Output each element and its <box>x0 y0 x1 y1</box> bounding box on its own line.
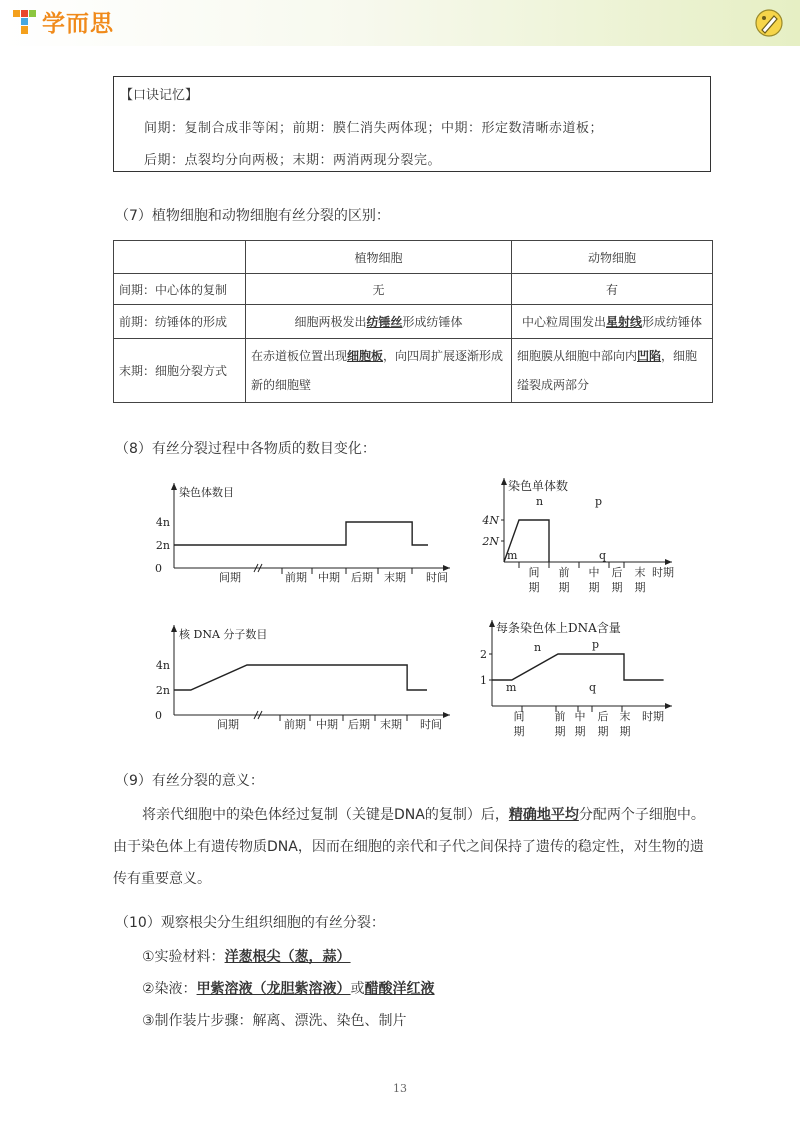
x-axis-label: 时期 <box>642 710 664 723</box>
page-header <box>0 0 800 46</box>
key-term: 细胞板 <box>347 348 384 363</box>
chart-chromosome-number <box>150 478 460 593</box>
key-term: 醋酸洋红液 <box>364 981 435 997</box>
point-label: n <box>536 495 544 508</box>
chart-title: 核 DNA 分子数目 <box>179 628 268 641</box>
x-category-label: 末期 <box>384 571 406 584</box>
y-axis-arrow <box>501 478 507 485</box>
cell-text: 形成纺锤体 <box>642 315 703 329</box>
series-line <box>174 665 427 690</box>
plant-cell <box>246 339 512 403</box>
animal-cell <box>512 339 713 403</box>
x-axis-arrow <box>665 559 672 565</box>
y-tick-label: 2n <box>155 684 170 697</box>
table-row <box>114 305 713 339</box>
cell-text: 细胞膜从细胞中部向内 <box>517 348 638 363</box>
cell-text: 在赤道板位置出现 <box>251 348 348 363</box>
table-header-cell <box>114 241 246 274</box>
animal-cell: 有 <box>512 274 713 305</box>
x-category-label: 前期 <box>285 571 307 584</box>
y-tick-label: 2N <box>482 535 499 548</box>
significance-paragraph-line-3: 传有重要意义。 <box>113 871 211 887</box>
y-tick-label: 4n <box>155 659 170 672</box>
point-label: m <box>507 549 518 562</box>
x-category-label: 间期 <box>219 571 241 584</box>
cell-text: 中心粒周围发出 <box>521 315 606 329</box>
x-category-label: 后期 <box>611 566 623 593</box>
x-category-label: 前期 <box>284 718 306 731</box>
point-label: m <box>506 681 517 694</box>
x-category-label: 后期 <box>351 571 373 584</box>
mnemonic-box <box>113 76 711 172</box>
y-axis-arrow <box>171 483 177 490</box>
y-tick-label: 4n <box>155 516 170 529</box>
page-number: 13 <box>393 1082 407 1095</box>
x-category-label: 间期 <box>217 718 239 731</box>
key-term: 纺锤丝 <box>366 315 403 329</box>
brand-name: 学而思 <box>42 11 114 37</box>
x-axis-arrow <box>443 712 450 718</box>
chart-title: 染色体数目 <box>179 486 234 499</box>
y-tick-label: 0 <box>155 709 162 722</box>
table-header-cell: 植物细胞 <box>246 241 512 274</box>
significance-paragraph-line-1 <box>142 804 705 824</box>
x-category-label: 后期 <box>597 710 609 738</box>
x-axis-arrow <box>665 703 672 709</box>
key-term: 凹陷 <box>637 348 662 363</box>
item-steps: ③制作装片步骤：解离、漂洗、染色、制片 <box>142 1013 407 1029</box>
y-tick-label: 1 <box>480 674 487 687</box>
row-label: 间期：中心体的复制 <box>114 274 246 305</box>
row-label: 末期：细胞分裂方式 <box>114 339 246 403</box>
x-category-label: 中期 <box>316 718 338 731</box>
cell-text: ，细胞缢裂成两部分 <box>517 348 698 392</box>
point-label: n <box>534 641 542 654</box>
item-label: ①实验材料： <box>142 949 225 965</box>
section-9-heading: （9）有丝分裂的意义： <box>115 773 264 789</box>
row-label: 前期：纺锤体的形成 <box>114 305 246 339</box>
x-category-label: 末期 <box>619 710 631 738</box>
chart-title: 每条染色体上DNA含量 <box>496 621 621 635</box>
animal-cell <box>512 305 713 339</box>
y-tick-label: 2 <box>480 648 487 661</box>
section-7-heading: （7）植物细胞和动物细胞有丝分裂的区别： <box>115 208 390 224</box>
y-tick-label: 2n <box>155 539 170 552</box>
table-header-row <box>114 241 713 274</box>
comparison-table <box>113 240 713 403</box>
mnemonic-line-2: 后期：点裂均分向两极；末期：两消两现分裂完。 <box>144 153 442 168</box>
cell-text: ，向四周扩展逐渐形成新的细胞壁 <box>251 348 504 392</box>
chart-dna-number <box>150 620 460 735</box>
x-category-label: 中期 <box>318 571 340 584</box>
chart-chromatid-number <box>462 468 682 593</box>
point-label: p <box>592 638 600 651</box>
brand-logo <box>12 5 114 38</box>
pencil-badge-icon <box>752 6 786 40</box>
key-term: 精确地平均 <box>508 807 579 823</box>
key-term: 甲紫溶液（龙胆紫溶液） <box>196 981 351 997</box>
chart-title: 染色单体数 <box>508 479 569 493</box>
chart-dna-per-chromosome <box>462 610 682 745</box>
cell-text: 细胞两极发出 <box>294 315 367 329</box>
section-10-heading: （10）观察根尖分生组织细胞的有丝分裂： <box>115 915 385 931</box>
x-axis-label: 时期 <box>652 566 674 579</box>
mnemonic-title: 【口诀记忆】 <box>120 88 199 103</box>
table-row <box>114 339 713 403</box>
x-axis-label: 时间 <box>426 571 448 584</box>
y-axis-arrow <box>489 620 495 627</box>
table-header-cell: 动物细胞 <box>512 241 713 274</box>
point-label: p <box>595 495 603 508</box>
point-label: q <box>599 549 607 562</box>
item-stain <box>142 978 435 998</box>
y-tick-label: 4N <box>482 514 499 527</box>
para-text: 将亲代细胞中的染色体经过复制（关键是DNA的复制）后， <box>142 807 509 823</box>
section-8-heading: （8）有丝分裂过程中各物质的数目变化： <box>115 441 376 457</box>
y-axis-arrow <box>171 625 177 632</box>
significance-paragraph-line-2: 由于染色体上有遗传物质DNA，因而在细胞的亲代和子代之间保持了遗传的稳定性，对生物的遗 <box>113 839 704 855</box>
y-tick-label: 0 <box>155 562 162 575</box>
point-label: q <box>589 681 597 694</box>
mnemonic-line-1: 间期：复制合成非等闲；前期：膜仁消失两体现；中期：形定数清晰赤道板； <box>144 121 604 136</box>
plant-cell <box>246 305 512 339</box>
x-category-label: 前期 <box>554 710 566 738</box>
key-term: 洋葱根尖（葱，蒜） <box>224 949 351 965</box>
item-material <box>142 946 351 966</box>
x-category-label: 间期 <box>528 566 540 593</box>
x-category-label: 末期 <box>380 718 402 731</box>
brand-logo-icon <box>12 8 38 36</box>
x-category-label: 前期 <box>558 566 570 593</box>
para-text: 分配两个子细胞中。 <box>578 807 705 823</box>
item-label: ②染液： <box>142 981 197 997</box>
x-category-label: 中期 <box>574 710 586 738</box>
item-text: 或 <box>350 981 365 997</box>
x-category-label: 间期 <box>513 710 525 738</box>
x-axis-label: 时间 <box>420 718 442 731</box>
table-row <box>114 274 713 305</box>
key-term: 星射线 <box>605 315 642 329</box>
x-category-label: 后期 <box>348 718 370 731</box>
series-line <box>174 522 428 545</box>
x-category-label: 中期 <box>588 566 600 593</box>
series-line <box>492 654 664 680</box>
cell-text: 形成纺锤体 <box>402 315 463 329</box>
plant-cell: 无 <box>246 274 512 305</box>
x-category-label: 末期 <box>634 566 646 593</box>
